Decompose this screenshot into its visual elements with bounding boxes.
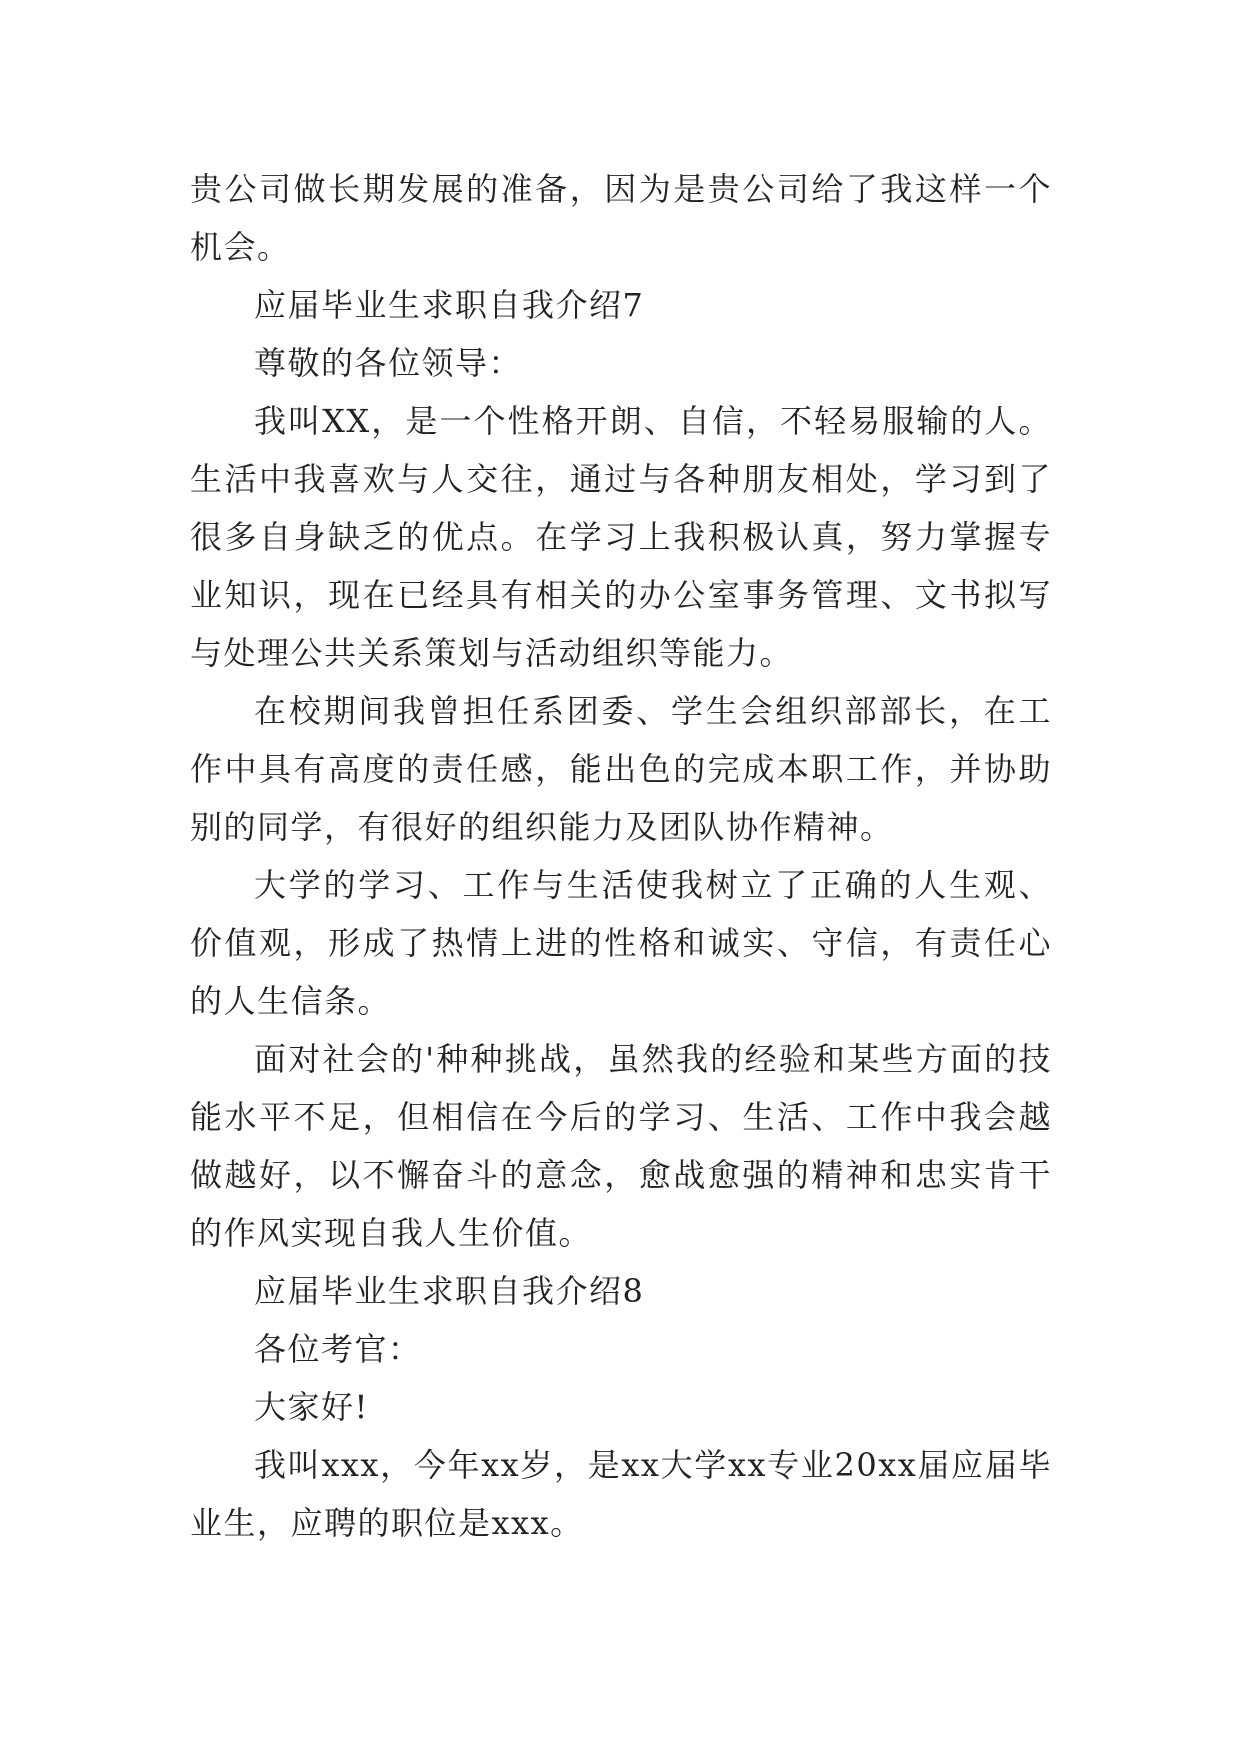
paragraph: 我叫xxx，今年xx岁，是xx大学xx专业20xx届应届毕业生，应聘的职位是xxx。 <box>190 1446 1052 1542</box>
section-heading-7: 应届毕业生求职自我介绍7 <box>254 286 645 324</box>
paragraph: 大学的学习、工作与生活使我树立了正确的人生观、价值观，形成了热情上进的性格和诚实、守信，有责任心的人生信条。 <box>190 866 1052 1020</box>
salutation: 各位考官： <box>254 1330 422 1368</box>
paragraph: 我叫XX，是一个性格开朗、自信，不轻易服输的人。生活中我喜欢与人交往，通过与各种朋友相处，学习到了很多自身缺乏的优点。在学习上我积极认真，努力掌握专业知识，现在已经具有相关的办公室事务管理、文书拟写与处理公共关系策划与活动组织等能力。 <box>190 402 1052 672</box>
greeting: 大家好! <box>254 1388 369 1426</box>
paragraph-continuation: 贵公司做长期发展的准备，因为是贵公司给了我这样一个机会。 <box>190 170 1052 266</box>
paragraph: 面对社会的'种种挑战，虽然我的经验和某些方面的技能水平不足，但相信在今后的学习、生活、工作中我会越做越好，以不懈奋斗的意念，愈战愈强的精神和忠实肯干的作风实现自我人生价值。 <box>190 1040 1052 1252</box>
section-heading-8: 应届毕业生求职自我介绍8 <box>254 1272 645 1310</box>
document-body <box>190 160 1052 1552</box>
salutation: 尊敬的各位领导： <box>254 344 523 382</box>
paragraph: 在校期间我曾担任系团委、学生会组织部部长，在工作中具有高度的责任感，能出色的完成本职工作，并协助别的同学，有很好的组织能力及团队协作精神。 <box>190 692 1052 846</box>
